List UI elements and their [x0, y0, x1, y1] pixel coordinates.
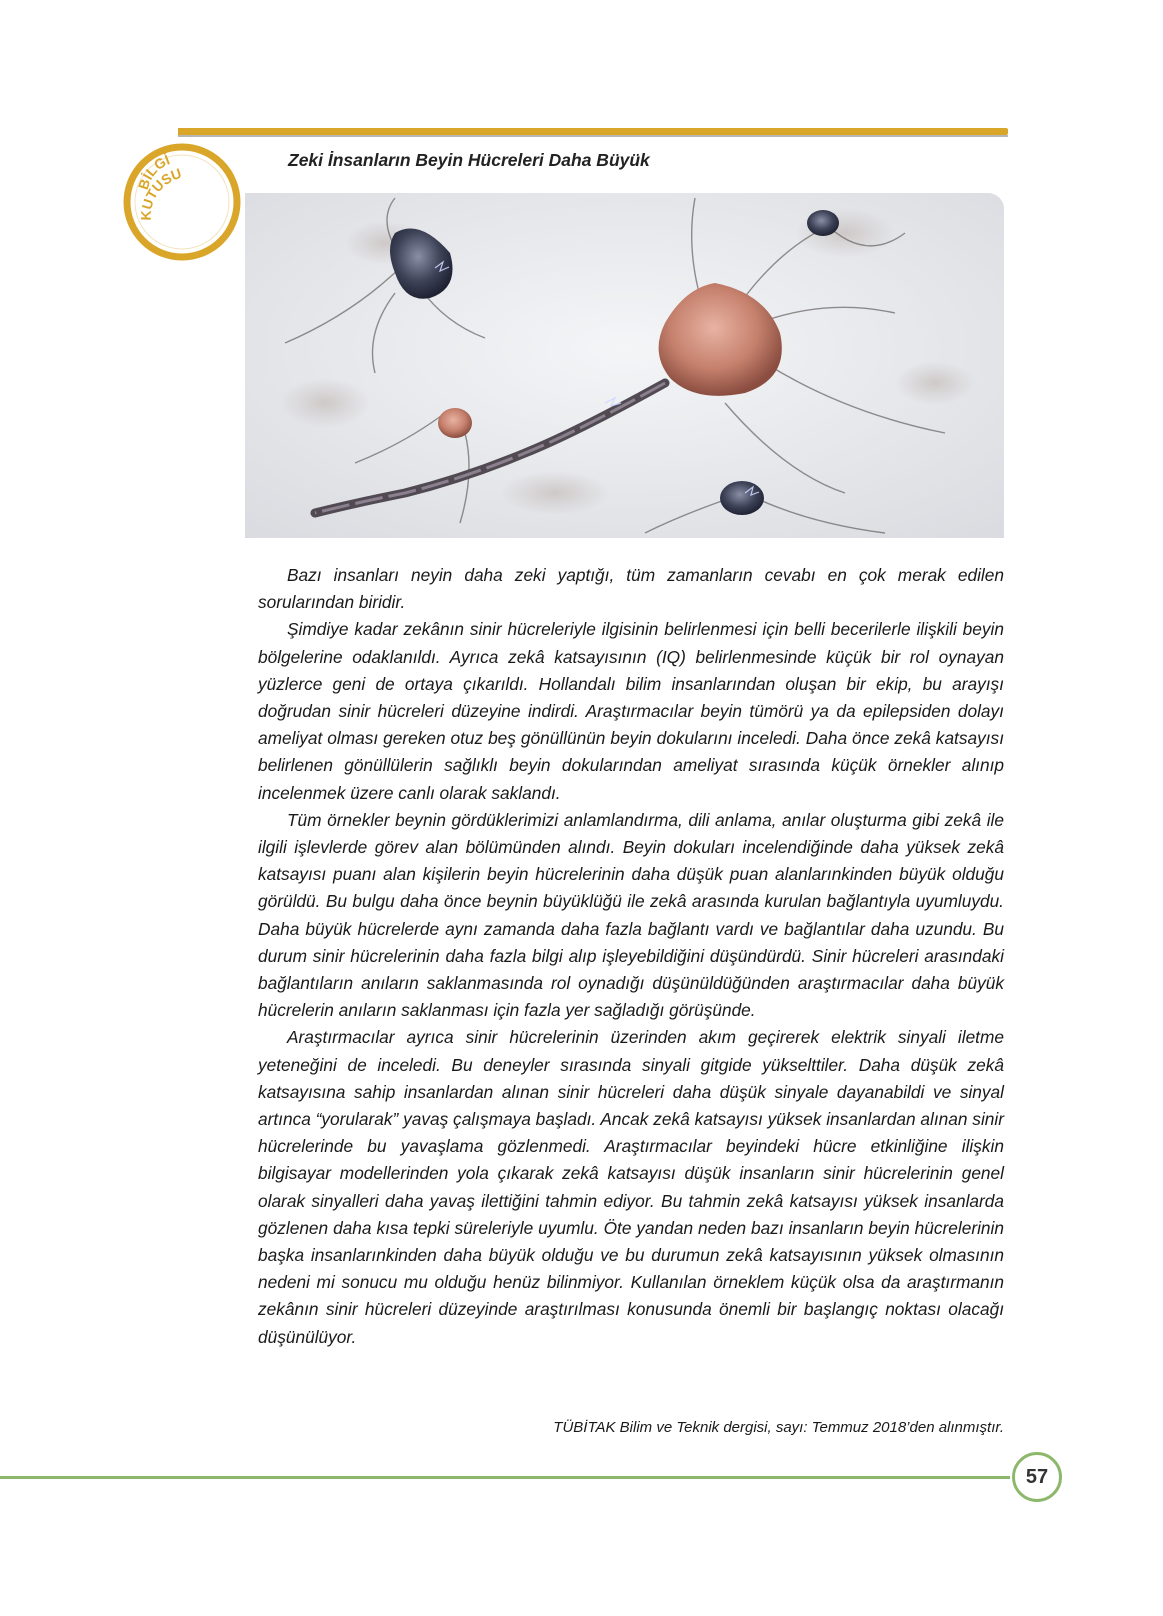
badge-line1: BİLGİ [134, 151, 172, 192]
paragraph: Şimdiye kadar zekânın sinir hücreleriyle ilgisinin belirlenmesi için belli becerilerle ilişkili beyin bölgelerine odaklanıldı. Ayrıca zekâ katsayısının (IQ) belirlenmesinde küçük bir rol oynayan yüzlerce geni de ortaya çıkarıldı. Hollandalı bilim insanlarından oluşan bir ekip, bu arayışı doğrudan sinir hücreleri düzeyine indirdi. Araştırmacılar beyin tümörü ya da epilepsiden dolayı ameliyat olması gereken otuz beş gönüllünün beyin dokularını inceledi. Daha önce zekâ katsayısı belirlenen gönüllülerin sağlıklı beyin dokularından ameliyat sırasında küçük örnekler alınıp incelenmek üzere canlı olarak saklandı. [258, 619, 1004, 803]
paragraph: Bazı insanları neyin daha zeki yaptığı, tüm zamanların cevabı en çok merak edilen sorularından biridir. [258, 565, 1004, 613]
source-citation: TÜBİTAK Bilim ve Teknik dergisi, sayı: Temmuz 2018’den alınmıştır. [553, 1419, 1004, 1436]
page-number [1012, 1452, 1062, 1502]
paragraph: Araştırmacılar ayrıca sinir hücrelerinin üzerinden akım geçirerek elektrik sinyali iletme yeteneğini de inceledi. Bu deneyler sırasında sinyali gitgide yükselttiler. Daha düşük zekâ katsayısına sahip insanlardan alınan sinir hücreleri daha düşük sinyale dayanabildi ve sinyal artınca “yorularak” yavaş çalışmaya başladı. Ancak zekâ katsayısı yüksek insanlardan alınan sinir hücrelerinde bu yavaşlama gözlenmedi. Araştırmacılar beyindeki hücre etkinliğine ilişkin bilgisayar modellerinden yola çıkarak zekâ katsayısı düşük insanların sinir hücrelerinin genel olarak sinyalleri daha yavaş ilettiğini tahmin ediyor. Bu tahmin zekâ katsayısı yüksek insanlarda gözlenen daha kısa tepki süreleriyle uyumlu. Öte yandan neden bazı insanların beyin hücrelerinin başka insanlarınkinden daha büyük olduğu ve bu durumun zekâ katsayısının yüksek olmasının nedeni mi sonucu mu olduğu henüz bilinmiyor. Kullanılan örneklem küçük olsa da araştırmanın zekânın sinir hücreleri düzeyinde araştırılması konusunda önemli bir başlangıç noktası olacağı düşünülüyor. [258, 1027, 1004, 1347]
info-box-title: Zeki İnsanların Beyin Hücreleri Daha Büyük [288, 150, 650, 170]
article-body [258, 562, 1004, 1351]
info-box-badge [122, 142, 242, 262]
header-rule [178, 128, 1008, 135]
page-number-text: 57 [1025, 1465, 1049, 1488]
neuron-illustration [245, 193, 1004, 538]
neuron-image [245, 193, 1004, 538]
paragraph: Tüm örnekler beynin gördüklerimizi anlamlandırma, dili anlama, anılar oluşturma gibi zekâ ile ilgili işlevlerde görev alan bölümünden alındı. Beyin dokuları incelendiğinde daha yüksek zekâ katsayısı puanı alan kişilerin beyin hücrelerinin daha düşük puan alanlarınkinden büyük olduğu görüldü. Bu bulgu daha önce beynin büyüklüğü ile zekâ arasında kurulan bağlantıyla uyumluydu. Daha büyük hücrelerde aynı zamanda daha fazla bağlantı vardı ve bağlantılar daha uzundu. Bu durum sinir hücrelerinin daha fazla bilgi alıp işleyebildiğini düşündürdü. Sinir hücreleri arasındaki bağlantıların anıların saklanmasında rol oynadığı düşünüldüğünden araştırmacılar daha büyük hücrelerin anıların saklanması için fazla yer sağladığı görüşünde. [258, 809, 1004, 1021]
badge-line2: KUTUSU [137, 164, 184, 221]
header-rule-shadow [178, 135, 1008, 137]
footer-line [0, 1476, 1010, 1479]
